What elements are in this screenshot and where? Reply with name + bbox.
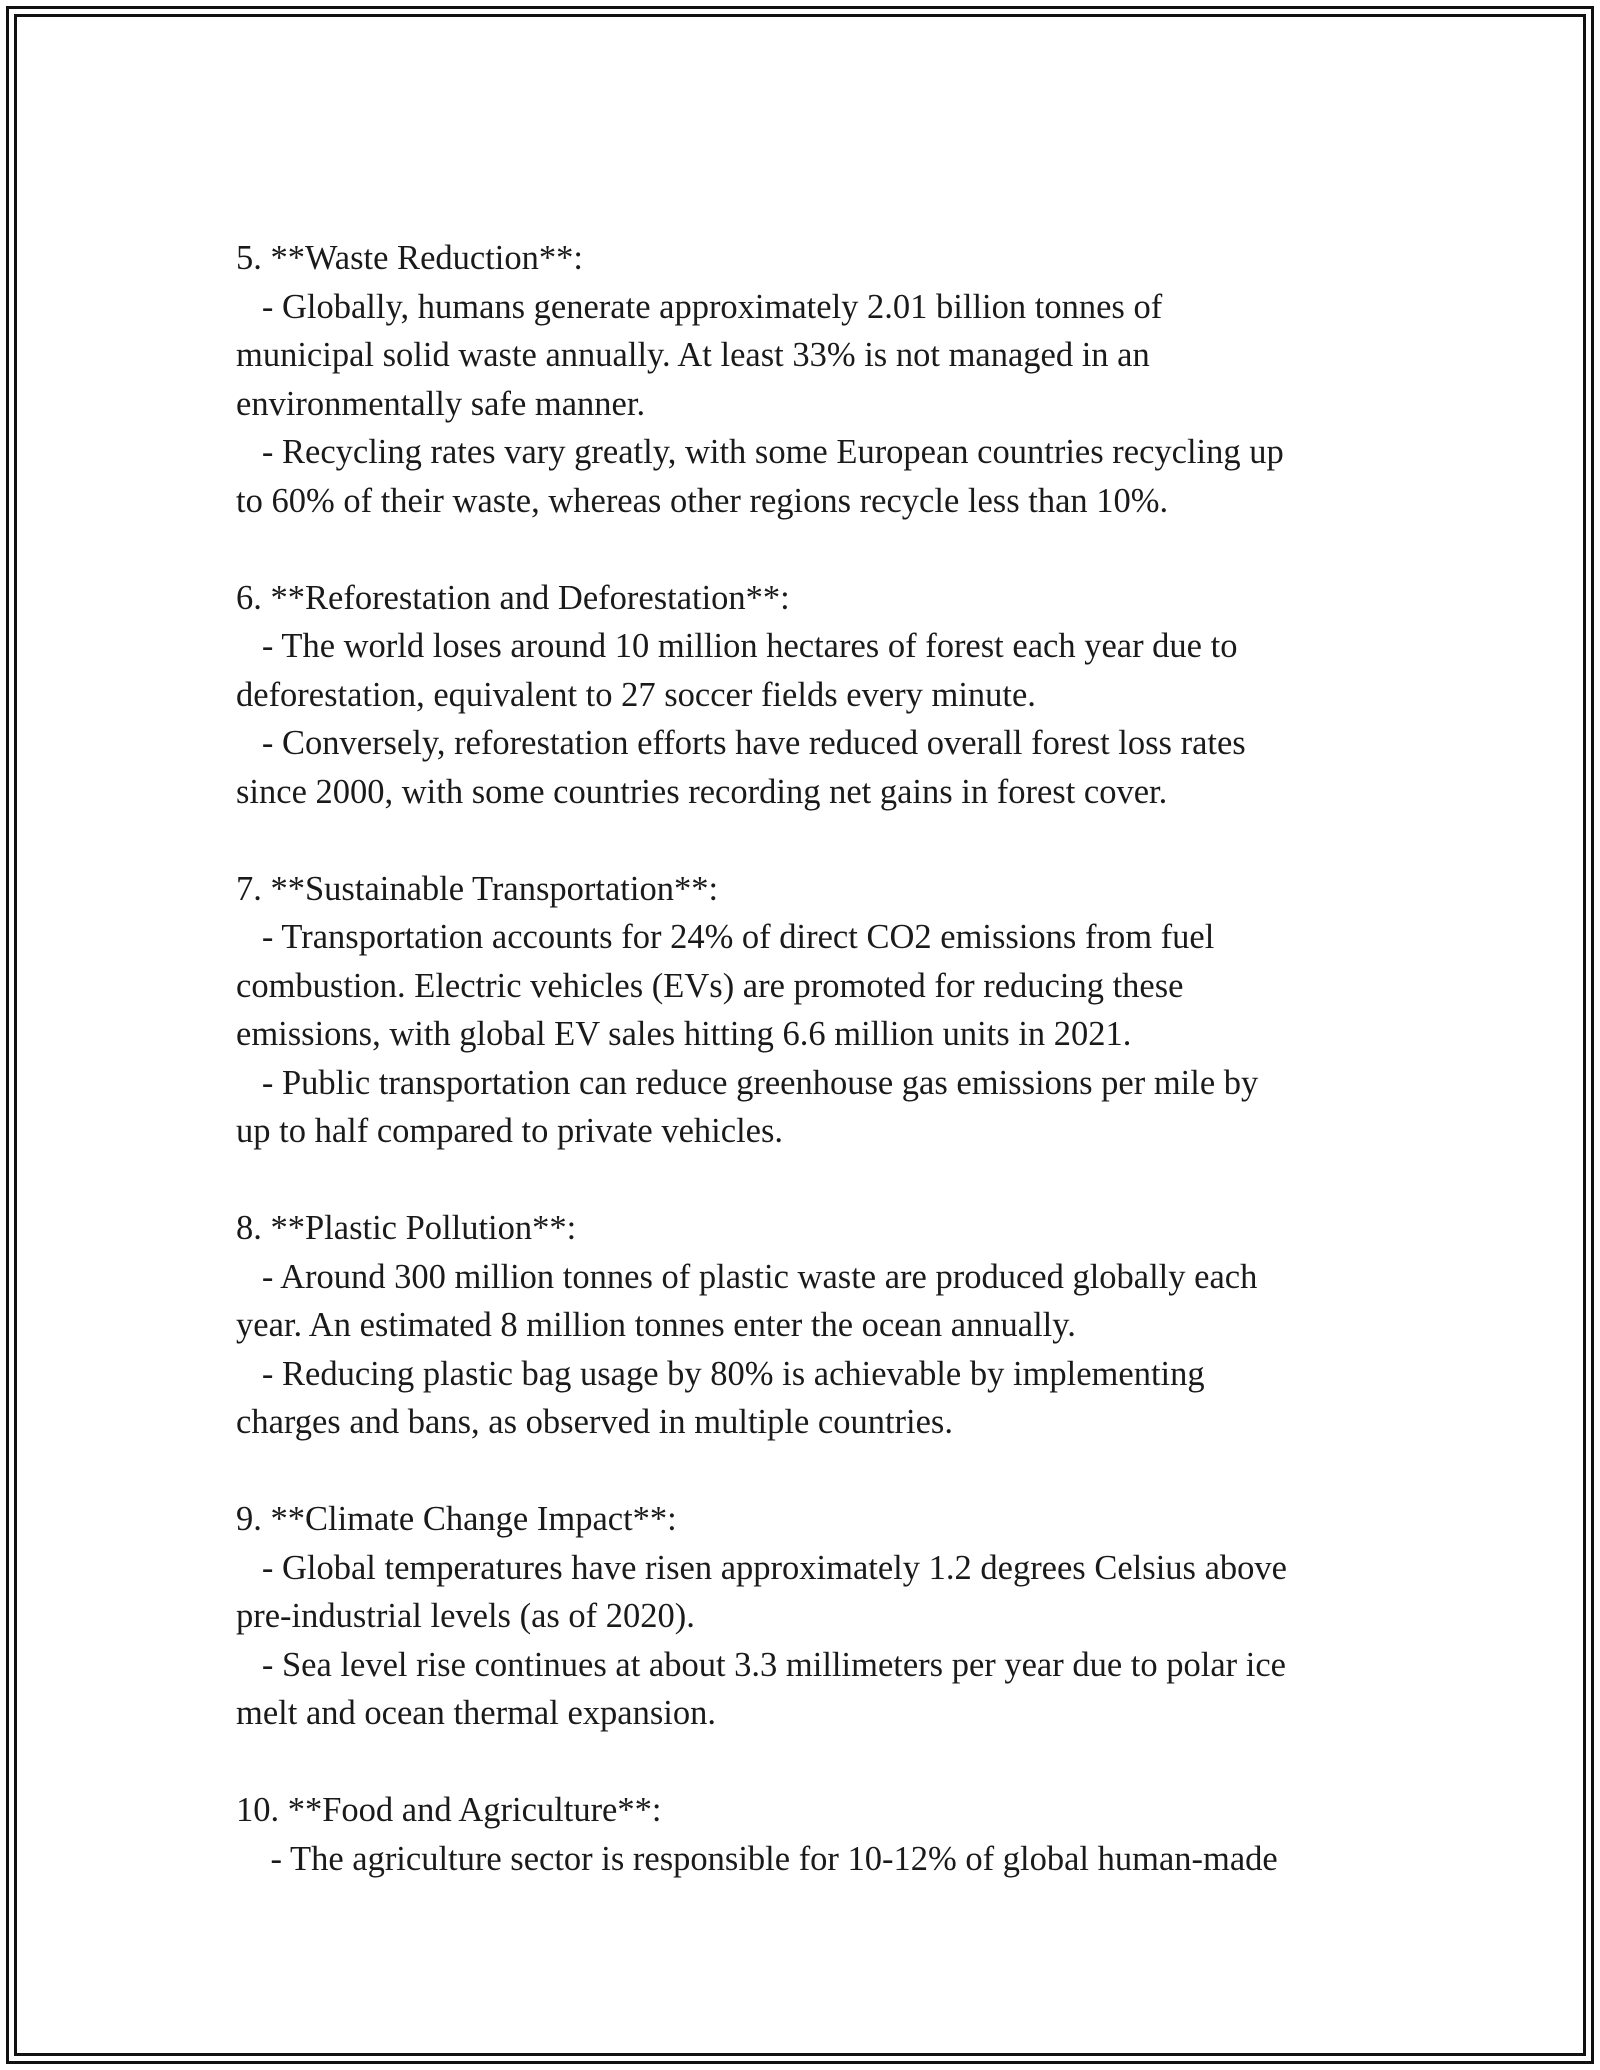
body-line: - Conversely, reforestation efforts have reduced overall forest loss rates (236, 724, 1246, 762)
body-line: year. An estimated 8 million tonnes enter the ocean annually. (236, 1306, 1076, 1344)
body-line: emissions, with global EV sales hitting 6.6 million units in 2021. (236, 1015, 1132, 1053)
body-line: - Globally, humans generate approximately 2.01 billion tonnes of (236, 287, 1163, 326)
body-line: charges and bans, as observed in multiple countries. (236, 1403, 953, 1441)
body-line: municipal solid waste annually. At least 33% is not managed in an (236, 336, 1150, 374)
section-sustainable-transportation (236, 865, 1386, 1156)
body-line: pre-industrial levels (as of 2020). (236, 1597, 695, 1635)
body-line: since 2000, with some countries recording net gains in forest cover. (236, 772, 1168, 811)
section-climate-change-impact (236, 1495, 1386, 1738)
body-line: - Reducing plastic bag usage by 80% is achievable by implementing (236, 1354, 1205, 1393)
body-line: - The agriculture sector is responsible for 10-12% of global human-made (236, 1839, 1278, 1878)
body-line: - The world loses around 10 million hectares of forest each year due to (236, 627, 1238, 665)
body-line: - Transportation accounts for 24% of direct CO2 emissions from fuel (236, 918, 1215, 956)
section-heading: 5. **Waste Reduction**: (236, 239, 583, 277)
body-line: - Global temperatures have risen approximately 1.2 degrees Celsius above (236, 1548, 1287, 1587)
section-heading: 10. **Food and Agriculture**: (236, 1791, 662, 1829)
body-line: melt and ocean thermal expansion. (236, 1694, 716, 1732)
body-line: - Around 300 million tonnes of plastic waste are produced globally each (236, 1257, 1258, 1296)
section-waste-reduction (236, 234, 1386, 525)
section-heading: 9. **Climate Change Impact**: (236, 1500, 677, 1538)
section-heading: 7. **Sustainable Transportation**: (236, 869, 719, 908)
body-line: deforestation, equivalent to 27 soccer fields every minute. (236, 675, 1036, 714)
body-line: environmentally safe manner. (236, 384, 646, 423)
body-line: combustion. Electric vehicles (EVs) are promoted for reducing these (236, 966, 1184, 1005)
body-line: - Public transportation can reduce greenhouse gas emissions per mile by (236, 1063, 1259, 1102)
section-heading: 6. **Reforestation and Deforestation**: (236, 578, 790, 617)
section-food-and-agriculture (236, 1786, 1386, 1883)
document-body (236, 234, 1386, 1932)
body-line: - Recycling rates vary greatly, with some European countries recycling up (236, 433, 1284, 471)
body-line: - Sea level rise continues at about 3.3 millimeters per year due to polar ice (236, 1645, 1286, 1684)
body-line: up to half compared to private vehicles. (236, 1112, 784, 1150)
section-reforestation (236, 574, 1386, 817)
body-line: to 60% of their waste, whereas other regions recycle less than 10%. (236, 481, 1169, 520)
section-heading: 8. **Plastic Pollution**: (236, 1209, 577, 1247)
section-plastic-pollution (236, 1204, 1386, 1447)
